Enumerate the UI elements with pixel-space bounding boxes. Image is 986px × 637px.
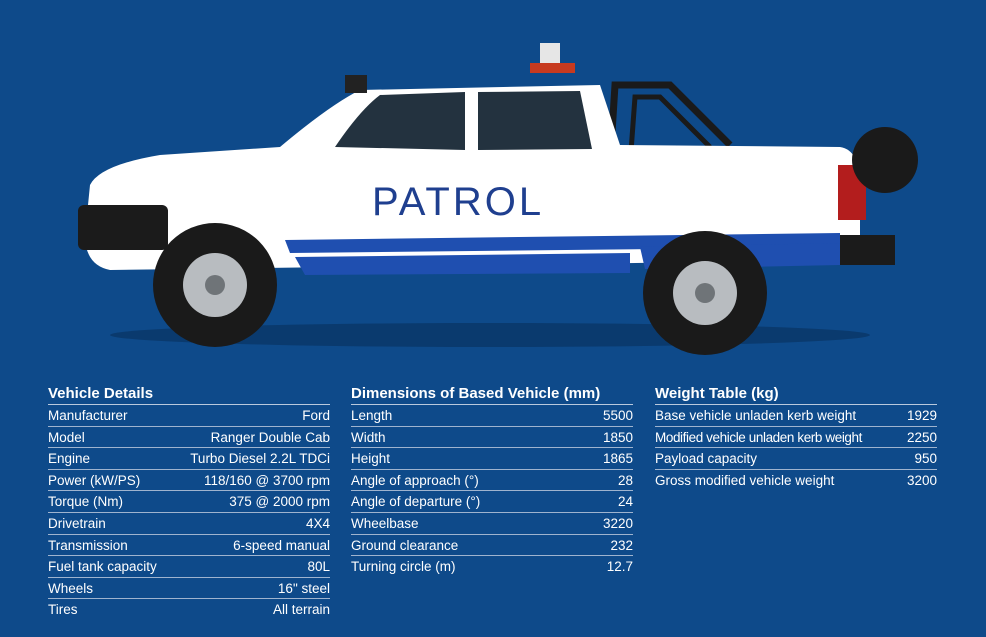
row-label: Tires [48, 602, 78, 618]
row-label: Modified vehicle unladen kerb weight [655, 429, 862, 445]
row-label: Payload capacity [655, 451, 758, 467]
row-label: Height [351, 451, 391, 467]
table-row [655, 405, 937, 427]
table-row [48, 427, 330, 449]
table-row [351, 470, 633, 492]
row-label: Width [351, 429, 386, 445]
row-label: Ground clearance [351, 537, 459, 553]
table-row [48, 578, 330, 600]
row-value: 5500 [602, 408, 633, 423]
row-label: Length [351, 408, 393, 423]
row-value: 950 [914, 451, 937, 467]
table-row [655, 470, 937, 491]
table-row [48, 448, 330, 470]
row-value: 232 [610, 537, 633, 553]
row-label: Base vehicle unladen kerb weight [655, 408, 857, 423]
table-row [48, 470, 330, 492]
table-row [48, 556, 330, 578]
row-value: 12.7 [606, 559, 633, 575]
table-row [48, 513, 330, 535]
patrol-livery-text: PATROL [372, 180, 545, 224]
table-row [351, 491, 633, 513]
row-label: Manufacturer [48, 408, 128, 423]
row-label: Power (kW/PS) [48, 472, 141, 488]
row-value: 6-speed manual [233, 537, 330, 553]
row-label: Gross modified vehicle weight [655, 472, 835, 488]
row-label: Wheels [48, 580, 94, 596]
row-label: Transmission [48, 537, 128, 553]
table-title: Vehicle Details [48, 383, 330, 405]
row-value: 1865 [602, 451, 633, 467]
row-value: 1929 [906, 408, 937, 423]
row-label: Engine [48, 451, 91, 467]
row-label: Drivetrain [48, 515, 106, 531]
table-row [655, 427, 937, 449]
row-label: Wheelbase [351, 515, 419, 531]
table-row [48, 405, 330, 427]
row-value: 4X4 [305, 515, 330, 531]
table-row [351, 556, 633, 577]
row-value: 24 [617, 494, 633, 510]
table-row [351, 535, 633, 557]
table-row [655, 448, 937, 470]
row-label: Fuel tank capacity [48, 559, 157, 575]
table-row [48, 491, 330, 513]
table-row [351, 448, 633, 470]
row-value: Turbo Diesel 2.2L TDCi [190, 451, 330, 467]
row-label: Angle of departure (°) [351, 494, 481, 510]
row-value: 80L [307, 559, 330, 575]
table-row [351, 513, 633, 535]
row-value: 118/160 @ 3700 rpm [203, 472, 330, 488]
dimensions-table [351, 383, 633, 577]
row-value: Ranger Double Cab [210, 429, 330, 445]
row-label: Model [48, 429, 85, 445]
row-value: 28 [617, 472, 633, 488]
row-value: Ford [302, 408, 330, 423]
table-row [351, 427, 633, 449]
row-value: 375 @ 2000 rpm [229, 494, 330, 510]
table-row [48, 535, 330, 557]
vehicle-details-table [48, 383, 330, 620]
table-title: Weight Table (kg) [655, 383, 937, 405]
table-row [48, 599, 330, 620]
row-value: 3220 [602, 515, 633, 531]
table-title: Dimensions of Based Vehicle (mm) [351, 383, 633, 405]
table-row [351, 405, 633, 427]
row-label: Torque (Nm) [48, 494, 124, 510]
row-value: 16" steel [277, 580, 330, 596]
row-value: 3200 [906, 472, 937, 488]
weight-table [655, 383, 937, 490]
row-value: 2250 [906, 429, 937, 445]
row-value: 1850 [602, 429, 633, 445]
row-label: Angle of approach (°) [351, 472, 479, 488]
patrol-truck-image [70, 35, 930, 365]
row-label: Turning circle (m) [351, 559, 456, 575]
row-value: All terrain [272, 602, 330, 618]
